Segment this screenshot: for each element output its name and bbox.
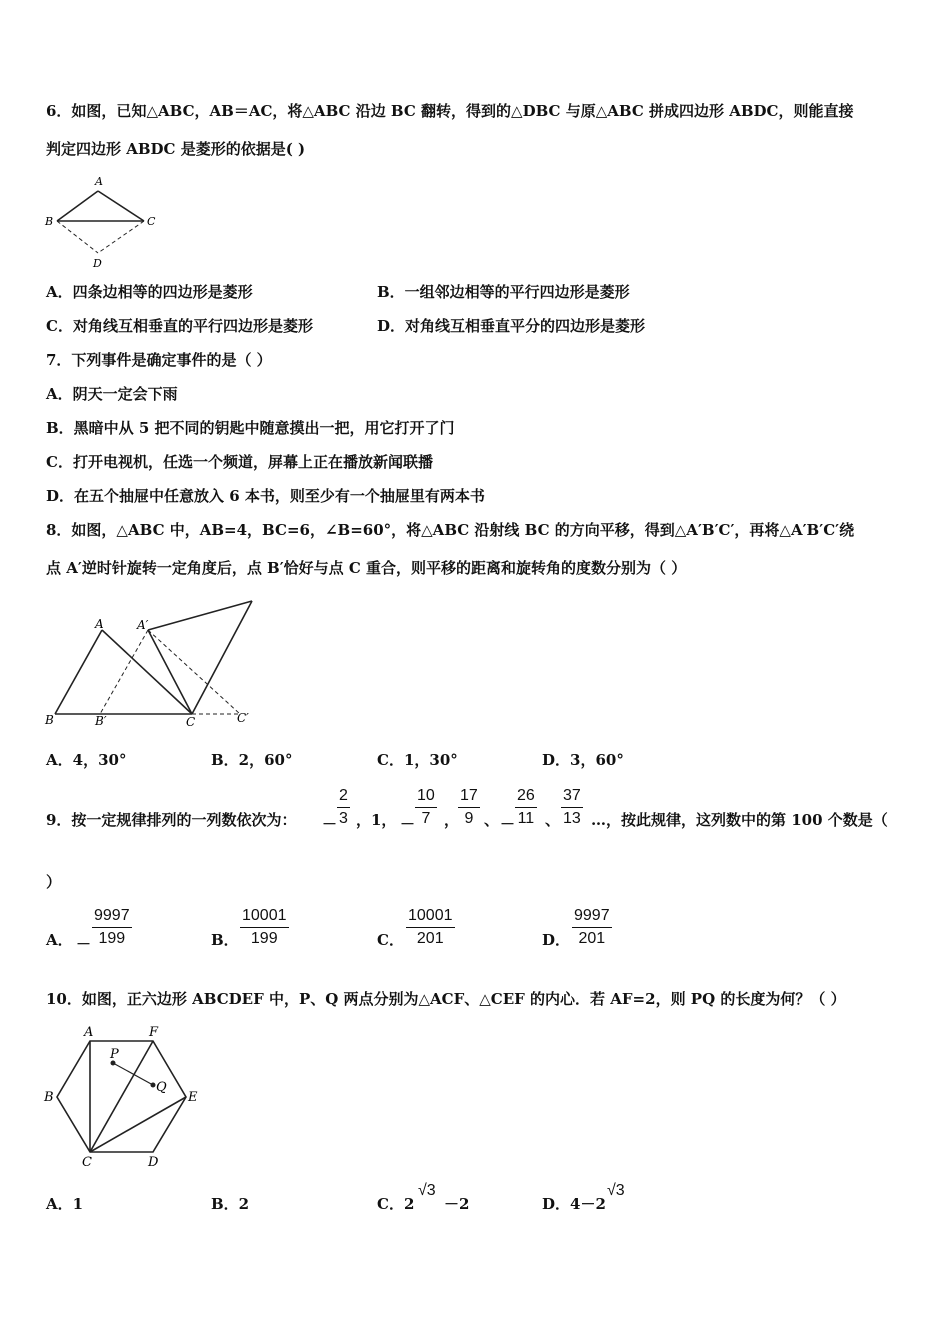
q8-stem-line2: 点 A′逆时针旋转一定角度后，点 B′恰好与点 C 重合，则平移的距离和旋转角的度数分别为（ ） xyxy=(46,559,687,577)
q10-label-f: F xyxy=(149,1025,159,1040)
q6-side-cd xyxy=(98,221,144,253)
q8-option-a: A．4，30° xyxy=(46,751,127,769)
q9-stem-close: ） xyxy=(46,873,62,891)
q10-stem: 10．如图，正六边形 ABCDEF 中，P、Q 两点分别为△ACF、△CEF 的内心．若 AF=2，则 PQ 的长度为何？（ ） xyxy=(46,990,846,1008)
q10-option-d-prefix: D．4－2 xyxy=(542,1195,606,1213)
q8-label-c: C xyxy=(186,715,196,729)
q6-side-ac xyxy=(98,191,144,221)
q10-option-c-radical: √3 xyxy=(418,1182,436,1199)
q9-option-b-fraction: $\frac{10001}{199}$ xyxy=(242,907,287,947)
q6-label-a: A xyxy=(95,175,103,188)
q9-option-d-label: D． xyxy=(542,931,571,949)
q9-sep-1: ， xyxy=(444,811,460,829)
q9-option-b-label: B． xyxy=(211,931,239,949)
q6-label-c: C xyxy=(147,215,156,228)
q8-option-d: D．3，60° xyxy=(542,751,624,769)
q10-option-b: B．2 xyxy=(211,1195,250,1213)
q10-option-d-radical: √3 xyxy=(607,1182,625,1199)
q9-sep-3: 、 xyxy=(545,811,561,829)
q7-option-d: D．在五个抽屉中任意放入 6 本书，则至少有一个抽屉里有两本书 xyxy=(46,487,485,505)
q8-label-a: A xyxy=(95,617,104,631)
q6-option-c: C．对角线互相垂直的平行四边形是菱形 xyxy=(46,317,313,335)
q7-stem: 7．下列事件是确定事件的是（ ） xyxy=(46,351,272,369)
q9-option-c-label: C． xyxy=(377,931,404,949)
q8-option-c: C．1，30° xyxy=(377,751,458,769)
q9-term-one: ，1， xyxy=(356,811,397,829)
q9-option-a-label: A． xyxy=(46,931,73,949)
q9-minus-3: － xyxy=(500,815,516,833)
q8-label-b: B xyxy=(45,713,54,727)
q8-label-c-prime: C′ xyxy=(237,711,249,725)
q6-stem-line2: 判定四边形 ABDC 是菱形的依据是( ) xyxy=(46,140,306,158)
q10-label-d: D xyxy=(148,1155,159,1170)
q10-option-a: A．1 xyxy=(46,1195,84,1213)
q10-label-a: A xyxy=(84,1025,94,1040)
q8-label-b-prime: B′ xyxy=(95,714,107,728)
q6-rhombus-figure xyxy=(40,172,170,272)
q6-option-a: A．四条边相等的四边形是菱形 xyxy=(46,283,253,301)
q6-side-bd xyxy=(57,221,98,253)
q6-stem-line1: 6．如图，已知△ABC，AB＝AC，将△ABC 沿边 BC 翻转，得到的△DBC 与原△ABC 拼成四边形 ABDC，则能直接 xyxy=(46,102,854,120)
q6-option-b: B．一组邻边相等的平行四边形是菱形 xyxy=(377,283,630,301)
q9-fraction-1: $\frac{2}{3}$ xyxy=(339,787,348,827)
q6-side-ab xyxy=(57,191,98,221)
q9-option-a-minus: － xyxy=(76,935,92,953)
q9-fraction-4: $\frac{26}{11}$ xyxy=(517,787,535,827)
q10-label-p: P xyxy=(110,1047,119,1062)
q9-option-c-fraction: $\frac{10001}{201}$ xyxy=(408,907,453,947)
q10-option-c-suffix: －2 xyxy=(444,1195,470,1213)
q9-fraction-5: $\frac{37}{13}$ xyxy=(563,787,581,827)
q10-label-q: Q xyxy=(156,1080,167,1095)
q8-translation-figure xyxy=(40,595,270,735)
q6-label-b: B xyxy=(45,215,54,228)
q7-option-c: C．打开电视机，任选一个频道，屏幕上正在播放新闻联播 xyxy=(46,453,433,471)
q8-stem-line1: 8．如图，△ABC 中，AB=4，BC=6，∠B=60°，将△ABC 沿射线 BC 的方向平移，得到△A′B′C′，再将△A′B′C′绕 xyxy=(46,521,855,539)
q10-label-c: C xyxy=(82,1155,92,1170)
q8-label-a-prime: A′ xyxy=(137,618,149,632)
q9-sep-2: 、 xyxy=(484,811,500,829)
q6-option-d: D．对角线互相垂直平分的四边形是菱形 xyxy=(377,317,646,335)
q9-option-a-fraction: $\frac{9997}{199}$ xyxy=(94,907,130,947)
q10-label-e: E xyxy=(188,1090,198,1105)
q7-option-a: A．阴天一定会下雨 xyxy=(46,385,178,403)
q9-stem-prefix: 9．按一定规律排列的一列数依次为： xyxy=(46,811,297,829)
q9-minus-1: － xyxy=(322,815,338,833)
q9-fraction-2: $\frac{10}{7}$ xyxy=(417,787,435,827)
q7-option-b: B．黑暗中从 5 把不同的钥匙中随意摸出一把，用它打开了门 xyxy=(46,419,455,437)
q10-option-c-prefix: C．2 xyxy=(377,1195,415,1213)
q10-label-b: B xyxy=(44,1090,54,1105)
q6-label-d: D xyxy=(93,257,102,270)
q9-minus-2: － xyxy=(400,815,416,833)
q8-option-b: B．2，60° xyxy=(211,751,293,769)
q9-option-d-fraction: $\frac{9997}{201}$ xyxy=(574,907,610,947)
q10-hexagon-figure xyxy=(40,1022,210,1172)
q9-stem-suffix: …，按此规律，这列数中的第 100 个数是（ xyxy=(591,811,888,829)
q9-fraction-3: $\frac{17}{9}$ xyxy=(460,787,478,827)
